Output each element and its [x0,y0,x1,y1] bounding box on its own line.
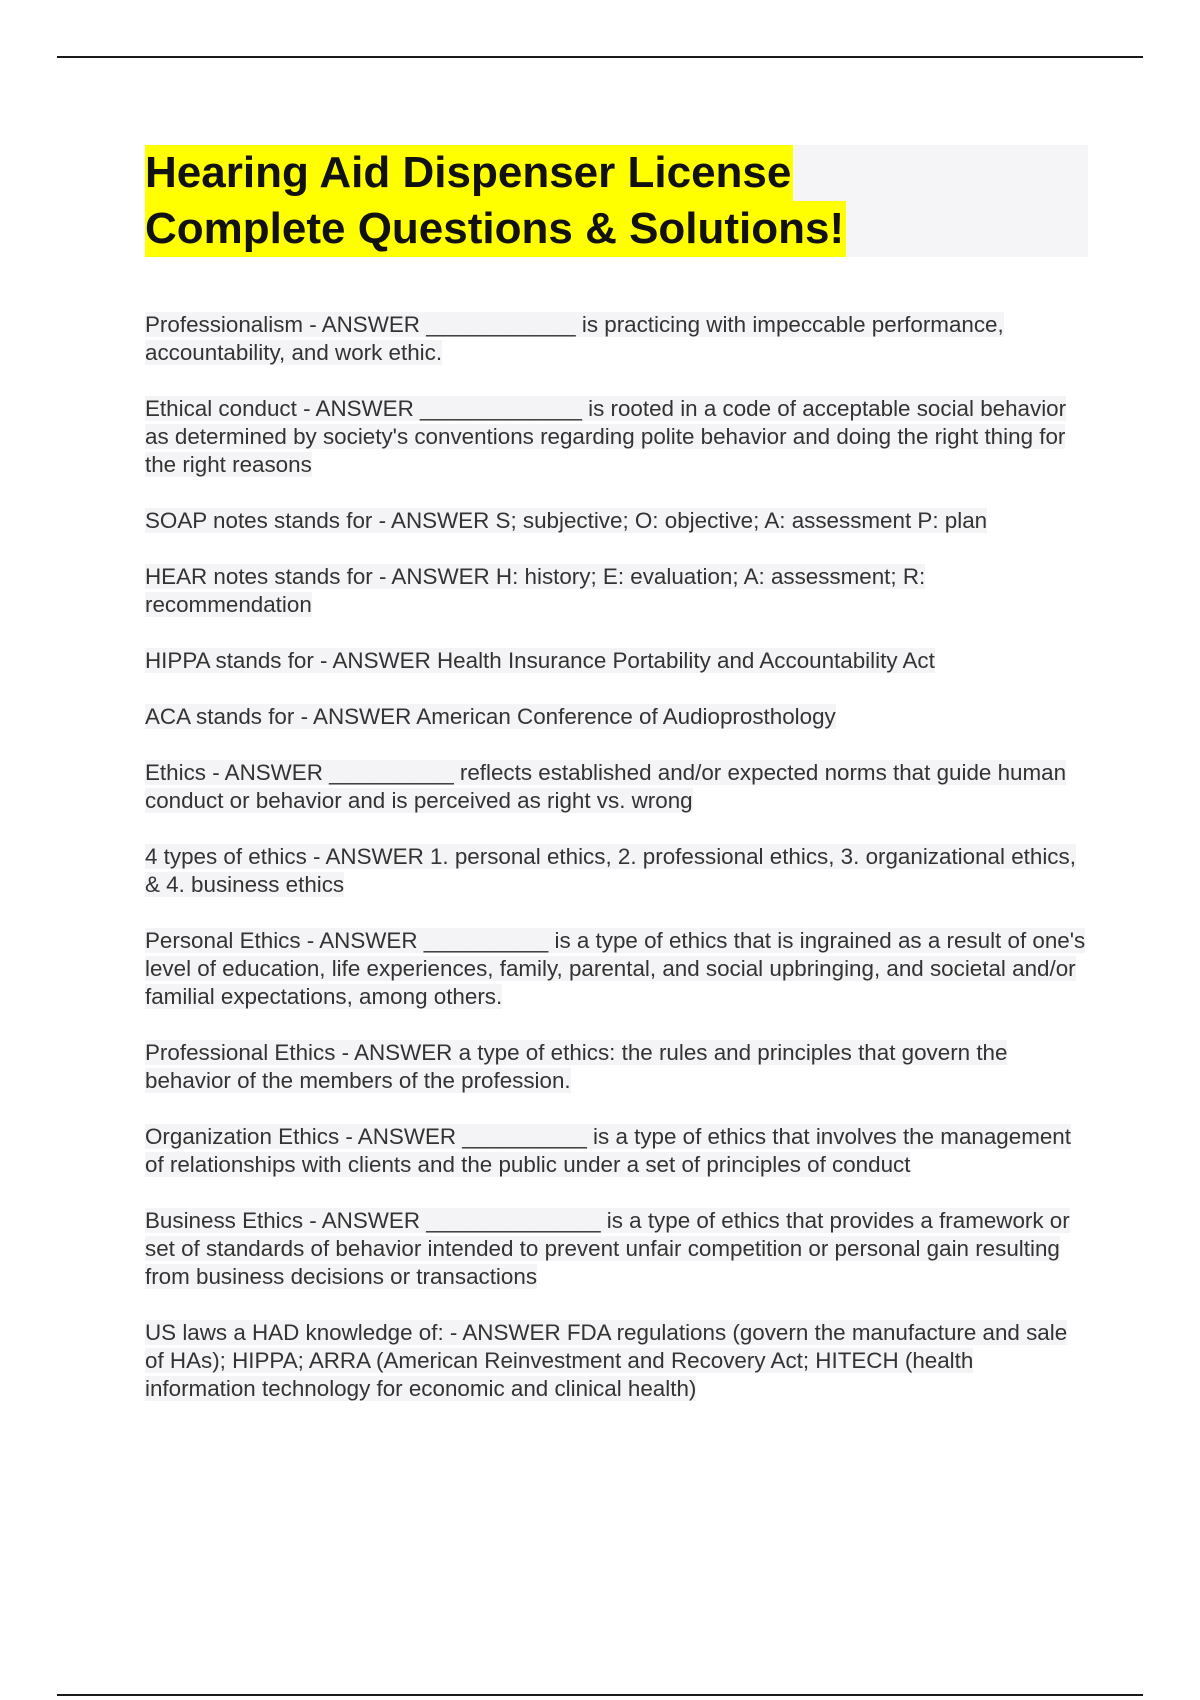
qa-item-us-laws: US laws a HAD knowledge of: - ANSWER FDA regulations (govern the manufacture and sale of HAs); HIPPA; ARRA (American Reinvestment and Recovery Act; HITECH (health information technology for economic and clinical health) [145,1320,1068,1401]
qa-item-personal-ethics: Personal Ethics - ANSWER __________ is a type of ethics that is ingrained as a result of one's level of education, life experiences, family, parental, and social upbringing, and societal and/or familial expectations, among others. [145,928,1086,1009]
top-rule [57,56,1143,58]
qa-item-hippa: HIPPA stands for - ANSWER Health Insurance Portability and Accountability Act [145,648,935,673]
title-line-2: Complete Questions & Solutions! [145,201,846,257]
qa-item-soap-notes: SOAP notes stands for - ANSWER S; subjective; O: objective; A: assessment P: plan [145,508,988,533]
qa-item-professionalism: Professionalism - ANSWER ____________ is practicing with impeccable performance, accountability, and work ethic. [145,312,1004,365]
qa-item-ethical-conduct: Ethical conduct - ANSWER _____________ is rooted in a code of acceptable social behavior as determined by society's conventions regarding polite behavior and doing the right thing for the right reasons [145,396,1067,477]
qa-item-types-of-ethics: 4 types of ethics - ANSWER 1. personal ethics, 2. professional ethics, 3. organizational ethics, & 4. business ethics [145,844,1076,897]
document-title [145,145,1088,257]
bottom-rule [57,1694,1143,1696]
qa-item-organization-ethics: Organization Ethics - ANSWER __________ is a type of ethics that involves the management of relationships with clients and the public under a set of principles of conduct [145,1124,1071,1177]
qa-list [145,311,1090,1431]
title-line-1: Hearing Aid Dispenser License [145,145,793,201]
qa-item-professional-ethics: Professional Ethics - ANSWER a type of ethics: the rules and principles that govern the behavior of the members of the profession. [145,1040,1008,1093]
qa-item-aca: ACA stands for - ANSWER American Conference of Audioprosthology [145,704,836,729]
qa-item-hear-notes: HEAR notes stands for - ANSWER H: history; E: evaluation; A: assessment; R: recommendation [145,564,926,617]
qa-item-ethics: Ethics - ANSWER __________ reflects established and/or expected norms that guide human conduct or behavior and is perceived as right vs. wrong [145,760,1067,813]
qa-item-business-ethics: Business Ethics - ANSWER ______________ is a type of ethics that provides a framework or set of standards of behavior intended to prevent unfair competition or personal gain resulting from business decisions or transactions [145,1208,1070,1289]
